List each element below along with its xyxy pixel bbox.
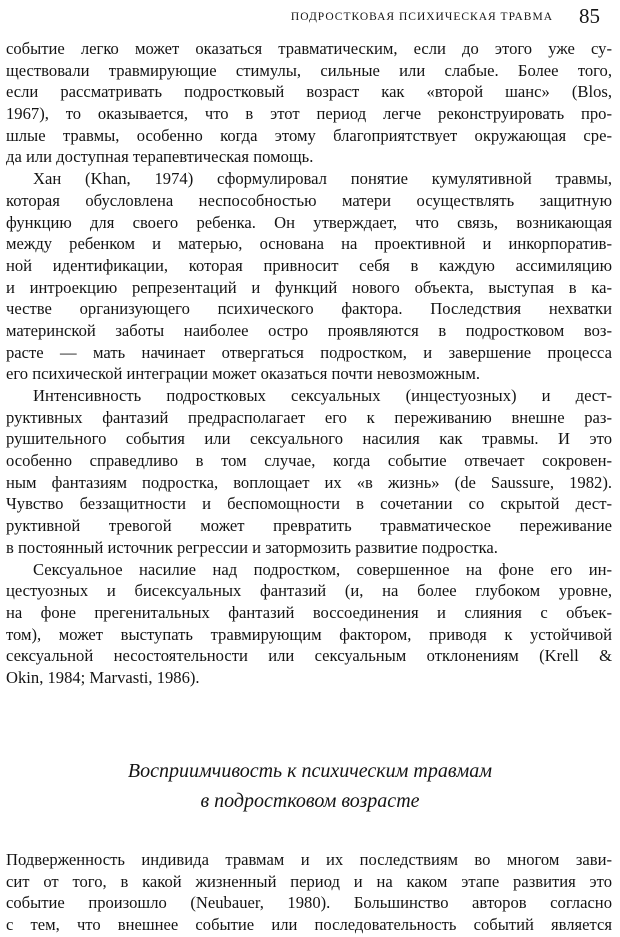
page-number: 85	[579, 4, 600, 28]
text-line: Okin, 1984; Marvasti, 1986).	[6, 667, 200, 687]
text-line: руктивной тревогой может превратить травматическое переживание	[6, 516, 612, 536]
text-line: между ребенком и матерью, основана на проективной и инкорпоратив-	[6, 234, 612, 254]
text-line: функцию для своего ребенка. Он утверждает, что связь, возникающая	[6, 212, 612, 232]
text-line: ным фантазиям подростка, воплощает их «в жизнь» (de Saussure, 1982).	[6, 472, 612, 492]
text-line: и интроекцию репрезентаций и функций нового объекта, выступая в ка-	[6, 277, 612, 297]
text-line: Сексуальное насилие над подростком, совершенное на фоне его ин-	[33, 559, 612, 579]
text-line: шлые травмы, особенно когда этому благоприятствует окружающая сре-	[6, 125, 612, 145]
text-line: на фоне прегенитальных фантазий воссоединения и слияния с объек-	[6, 602, 612, 622]
text-line: событие легко может оказаться травматическим, если до этого уже су-	[6, 39, 612, 58]
paragraph	[6, 559, 612, 689]
text-line: в постоянный источник регрессии и затормозить развитие подростка.	[6, 537, 498, 557]
text-line: рушительного события или сексуального насилия как травмы. И это	[6, 429, 612, 449]
text-line: событие произошло (Neubauer, 1980). Большинство авторов согласно	[6, 893, 612, 913]
running-title: ПОДРОСТКОВАЯ ПСИХИЧЕСКАЯ ТРАВМА	[290, 10, 553, 23]
text-line: 1967), то оказывается, что в этот период легче реконструировать про-	[6, 104, 612, 124]
text-line: сексуальной несостоятельности или сексуальным отклонениям (Krell &	[6, 646, 612, 666]
text-line: Хан (Khan, 1974) сформулировал понятие кумулятивной травмы,	[33, 169, 612, 189]
paragraph	[6, 849, 612, 936]
text-line: ществовали травмирующие стимулы, сильные или слабые. Более того,	[6, 60, 612, 80]
text-line: честве организующего психического фактора. Последствия нехватки	[6, 299, 612, 319]
text-line: да или доступная терапевтическая помощь.	[6, 147, 314, 167]
text-line: особенно справедливо в том случае, когда событие отвечает сокровен-	[6, 451, 612, 471]
text-line: том), может выступать травмирующим фактором, приводя к устойчивой	[6, 624, 612, 644]
paragraph	[6, 385, 612, 559]
text-line: материнской заботы наиболее остро проявляются в подростковом воз-	[6, 320, 612, 340]
text-line: Подверженность индивида травмам и их последствиям во многом зави-	[6, 850, 612, 869]
text-line: если рассматривать подростковый возраст как «второй шанс» (Blos,	[6, 82, 612, 102]
section-heading-line-2: в подростковом возрасте	[200, 790, 420, 812]
text-line: расте — мать начинает отвергаться подростком, и завершение процесса	[6, 342, 612, 362]
main-text	[6, 38, 612, 689]
section-heading-line-1: Восприимчивость к психическим травмам	[127, 760, 493, 782]
text-line: Чувство беззащитности и беспомощности в сочетании со скрытой дест-	[6, 494, 612, 514]
paragraph	[6, 168, 612, 385]
text-line: Интенсивность подростковых сексуальных (инцестуозных) и дест-	[33, 386, 612, 405]
section-text	[6, 849, 612, 936]
running-header	[0, 4, 600, 30]
text-line: сит от того, в какой жизненный период и на каком этапе развития это	[6, 871, 612, 891]
text-line: руктивных фантазий предрасполагает его к переживанию внешне раз-	[6, 407, 612, 427]
text-line: цестуозных и бисексуальных фантазий (и, на более глубоком уровне,	[6, 581, 612, 601]
text-line: ной идентификации, которая привносит себя в каждую ассимиляцию	[6, 255, 612, 275]
paragraph	[6, 38, 612, 168]
text-line: с тем, что внешнее событие или последовательность событий является	[6, 915, 612, 935]
text-line: его психической интеграции может оказаться почти невозможным.	[6, 364, 480, 384]
text-line: которая обусловлена неспособностью матери осуществлять защитную	[6, 190, 612, 210]
